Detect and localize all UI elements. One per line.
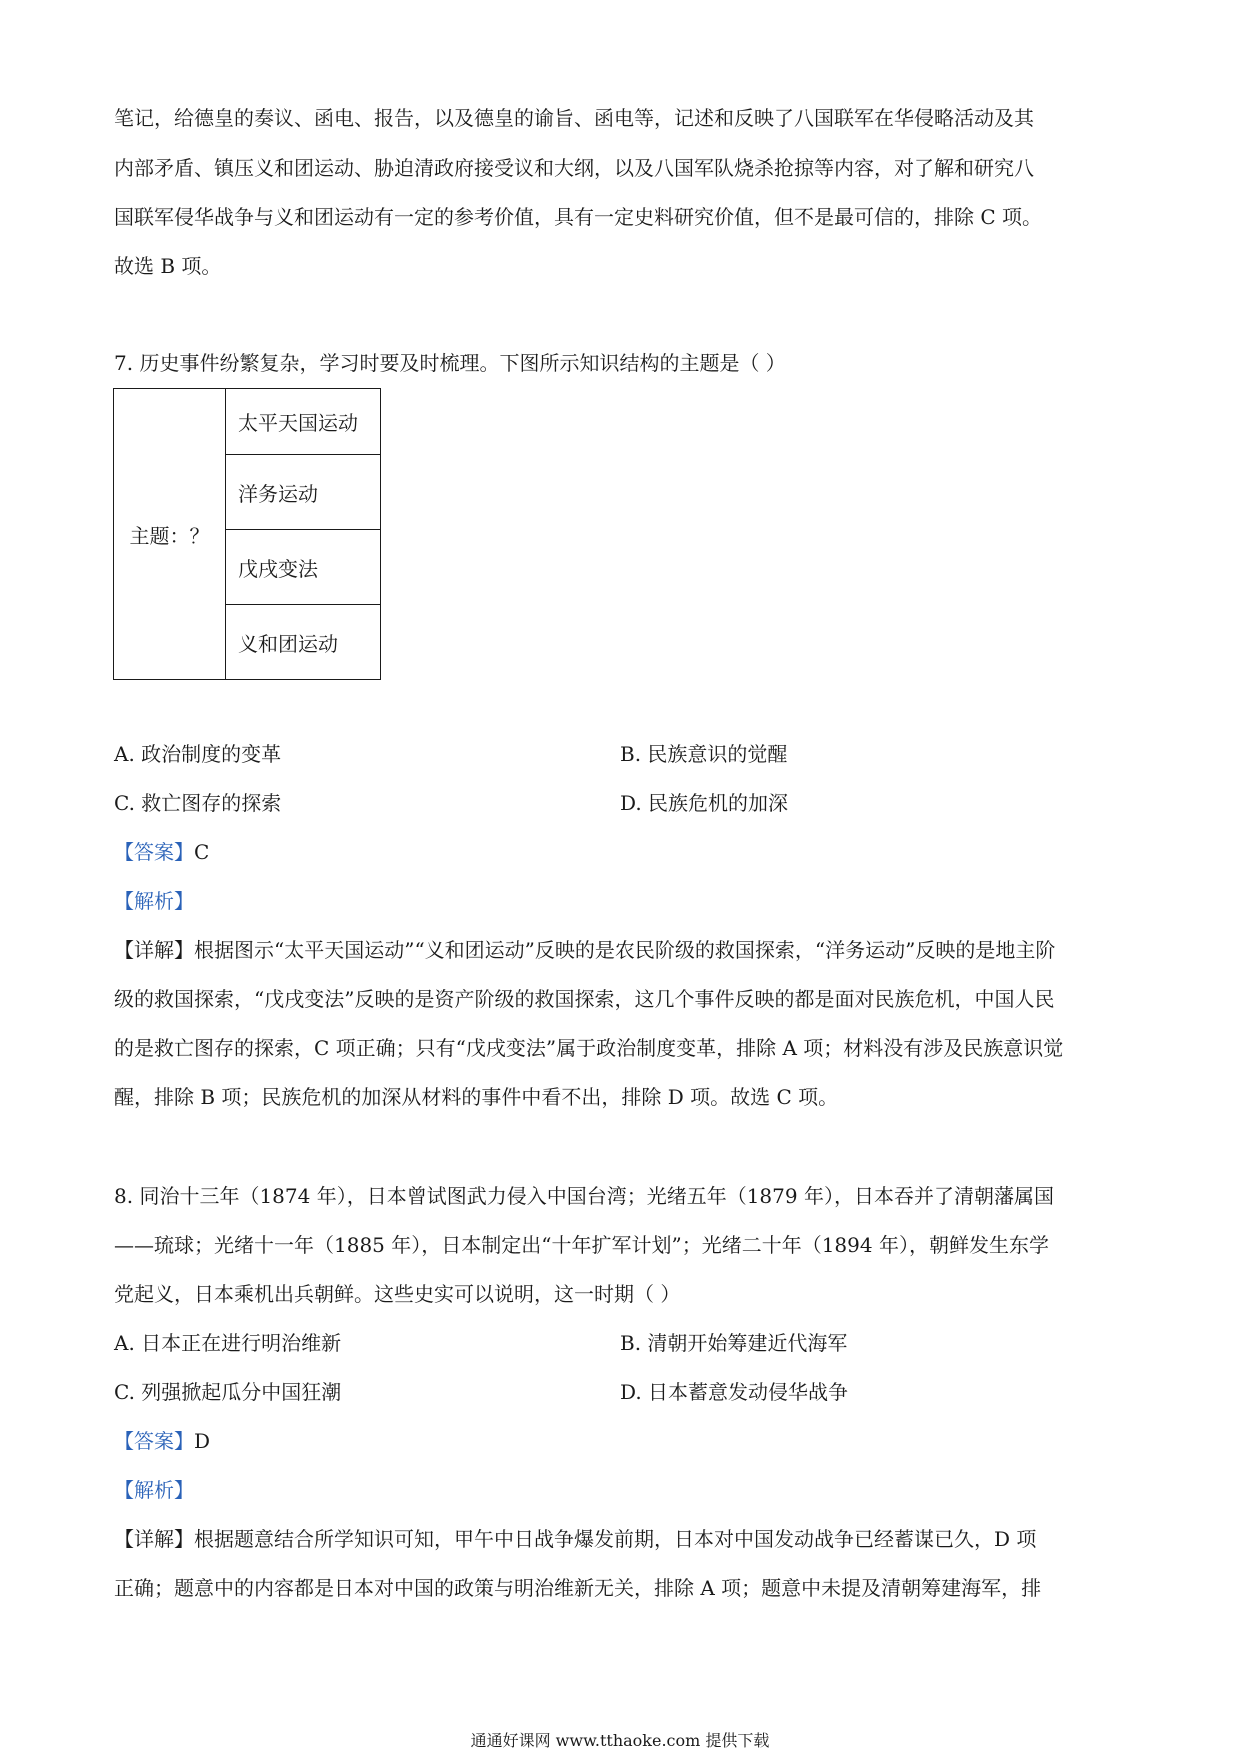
knowledge-structure-diagram — [113, 388, 381, 680]
answer-value: D — [194, 1429, 211, 1453]
diagram-theme-cell: 主题：？ — [114, 389, 226, 679]
analysis-tag: 【解析】 — [114, 1478, 194, 1502]
option-a: A. 日本正在进行明治维新 — [114, 1331, 342, 1355]
diagram-item: 戊戌变法 — [226, 530, 381, 605]
detail-line: 级的救国探索，“戊戌变法”反映的是资产阶级的救国探索，这几个事件反映的都是面对民族危机，中国人民 — [114, 987, 1055, 1011]
paragraph-line: 故选 B 项。 — [114, 254, 222, 278]
option-d: D. 民族危机的加深 — [620, 791, 789, 815]
option-a: A. 政治制度的变革 — [114, 742, 282, 766]
page-footer: 通通好课网 www.tthaoke.com 提供下载 — [470, 1731, 770, 1750]
detail-tag: 【详解】 — [114, 938, 194, 962]
answer-tag: 【答案】 — [114, 1429, 194, 1453]
answer-line — [114, 839, 209, 865]
option-c: C. 救亡图存的探索 — [114, 791, 282, 815]
question-7-stem: 7. 历史事件纷繁复杂，学习时要及时梳理。下图所示知识结构的主题是（ ） — [114, 351, 786, 375]
detail-line — [114, 937, 1055, 963]
answer-value: C — [194, 840, 210, 864]
answer-line — [114, 1428, 210, 1454]
analysis-heading — [114, 888, 194, 914]
detail-tag: 【详解】 — [114, 1527, 194, 1551]
detail-text: 根据题意结合所学知识可知，甲午中日战争爆发前期，日本对中国发动战争已经蓄谋已久，D 项 — [194, 1527, 1037, 1551]
option-d: D. 日本蓄意发动侵华战争 — [620, 1380, 849, 1404]
question-8-stem: 8. 同治十三年（1874 年），日本曾试图武力侵入中国台湾；光绪五年（1879 年），日本吞并了清朝藩属国 — [114, 1184, 1054, 1208]
analysis-heading — [114, 1477, 194, 1503]
detail-line: 正确；题意中的内容都是日本对中国的政策与明治维新无关，排除 A 项；题意中未提及清朝筹建海军，排 — [114, 1576, 1042, 1600]
paragraph-line: 内部矛盾、镇压义和团运动、胁迫清政府接受议和大纲，以及八国军队烧杀抢掠等内容，对了解和研究八 — [114, 156, 1034, 180]
detail-text: 根据图示“太平天国运动”“义和团运动”反映的是农民阶级的救国探索，“洋务运动”反映的是地主阶 — [194, 938, 1056, 962]
paragraph-line: 笔记，给德皇的奏议、函电、报告，以及德皇的谕旨、函电等，记述和反映了八国联军在华侵略活动及其 — [114, 106, 1034, 130]
detail-line: 的是救亡图存的探索，C 项正确；只有“戊戌变法”属于政治制度变革，排除 A 项；材料没有涉及民族意识觉 — [114, 1036, 1064, 1060]
diagram-item: 洋务运动 — [226, 455, 381, 530]
analysis-tag: 【解析】 — [114, 889, 194, 913]
option-b: B. 清朝开始筹建近代海军 — [620, 1331, 848, 1355]
question-8-stem: 党起义，日本乘机出兵朝鲜。这些史实可以说明，这一时期（ ） — [114, 1282, 681, 1306]
detail-line — [114, 1526, 1036, 1552]
answer-tag: 【答案】 — [114, 840, 194, 864]
detail-line: 醒，排除 B 项；民族危机的加深从材料的事件中看不出，排除 D 项。故选 C 项。 — [114, 1085, 839, 1109]
diagram-item: 义和团运动 — [238, 631, 338, 656]
option-b: B. 民族意识的觉醒 — [620, 742, 788, 766]
diagram-item: 太平天国运动 — [226, 389, 381, 455]
question-8-stem: ——琉球；光绪十一年（1885 年），日本制定出“十年扩军计划”；光绪二十年（1894 年），朝鲜发生东学 — [114, 1233, 1049, 1257]
paragraph-line: 国联军侵华战争与义和团运动有一定的参考价值，具有一定史料研究价值，但不是最可信的，排除 C 项。 — [114, 205, 1043, 229]
option-c: C. 列强掀起瓜分中国狂潮 — [114, 1380, 342, 1404]
